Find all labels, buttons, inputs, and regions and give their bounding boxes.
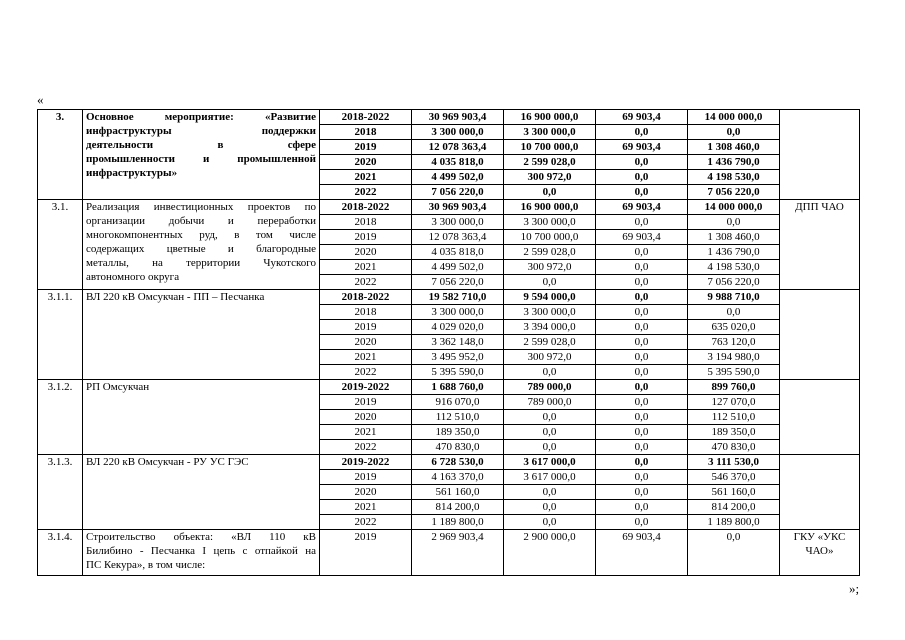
description-line: инфраструктуры» — [86, 167, 178, 179]
cell-c2: 0,0 — [596, 365, 688, 380]
cell-year: 2019 — [320, 230, 412, 245]
row-index: 3.1.3. — [38, 455, 83, 530]
description-line: ВЛ 220 кВ Омсукчан - РУ УС ГЭС — [86, 456, 249, 468]
cell-total: 30 969 903,4 — [412, 110, 504, 125]
cell-c2: 0,0 — [596, 410, 688, 425]
cell-total: 3 300 000,0 — [412, 305, 504, 320]
cell-c3: 0,0 — [688, 530, 780, 576]
responsible-executor — [780, 455, 860, 530]
cell-c1: 0,0 — [504, 410, 596, 425]
cell-year: 2019-2022 — [320, 455, 412, 470]
cell-c3: 0,0 — [688, 125, 780, 140]
cell-c2: 69 903,4 — [596, 230, 688, 245]
cell-year: 2022 — [320, 275, 412, 290]
cell-c3: 763 120,0 — [688, 335, 780, 350]
table-row — [38, 290, 860, 305]
cell-year: 2019 — [320, 470, 412, 485]
description-line: промышленности и промышленной — [86, 153, 316, 165]
cell-c1: 16 900 000,0 — [504, 110, 596, 125]
cell-c1: 2 900 000,0 — [504, 530, 596, 576]
table-row — [38, 110, 860, 125]
cell-c2: 0,0 — [596, 455, 688, 470]
cell-c3: 4 198 530,0 — [688, 170, 780, 185]
cell-total: 112 510,0 — [412, 410, 504, 425]
cell-c2: 0,0 — [596, 305, 688, 320]
cell-c2: 0,0 — [596, 350, 688, 365]
cell-total: 7 056 220,0 — [412, 275, 504, 290]
description-line: металлы, на территории Чукотского — [86, 257, 316, 269]
cell-c1: 789 000,0 — [504, 380, 596, 395]
cell-c3: 1 436 790,0 — [688, 245, 780, 260]
cell-total: 561 160,0 — [412, 485, 504, 500]
cell-c3: 546 370,0 — [688, 470, 780, 485]
cell-c2: 0,0 — [596, 515, 688, 530]
cell-total: 19 582 710,0 — [412, 290, 504, 305]
cell-c2: 0,0 — [596, 290, 688, 305]
cell-year: 2022 — [320, 185, 412, 200]
cell-year: 2018-2022 — [320, 290, 412, 305]
cell-c2: 0,0 — [596, 440, 688, 455]
cell-total: 6 728 530,0 — [412, 455, 504, 470]
cell-c1: 0,0 — [504, 485, 596, 500]
cell-c2: 0,0 — [596, 170, 688, 185]
row-index: 3.1.2. — [38, 380, 83, 455]
cell-year: 2018 — [320, 125, 412, 140]
responsible-executor — [780, 110, 860, 200]
cell-c2: 0,0 — [596, 320, 688, 335]
cell-total: 470 830,0 — [412, 440, 504, 455]
cell-c1: 789 000,0 — [504, 395, 596, 410]
cell-total: 5 395 590,0 — [412, 365, 504, 380]
row-index: 3.1. — [38, 200, 83, 290]
opening-quote: « — [37, 92, 44, 107]
cell-total: 4 163 370,0 — [412, 470, 504, 485]
cell-c2: 0,0 — [596, 125, 688, 140]
cell-c3: 112 510,0 — [688, 410, 780, 425]
cell-year: 2020 — [320, 485, 412, 500]
cell-c1: 0,0 — [504, 425, 596, 440]
cell-c1: 0,0 — [504, 440, 596, 455]
cell-year: 2021 — [320, 500, 412, 515]
cell-c3: 7 056 220,0 — [688, 275, 780, 290]
row-description — [83, 455, 320, 530]
cell-c1: 3 300 000,0 — [504, 215, 596, 230]
cell-c3: 127 070,0 — [688, 395, 780, 410]
cell-c2: 0,0 — [596, 215, 688, 230]
cell-total: 916 070,0 — [412, 395, 504, 410]
cell-c2: 0,0 — [596, 470, 688, 485]
cell-year: 2020 — [320, 410, 412, 425]
cell-year: 2021 — [320, 260, 412, 275]
description-line: многокомпонентных руд, в том числе — [86, 229, 316, 241]
table-row — [38, 380, 860, 395]
table-row — [38, 455, 860, 470]
responsible-executor: ГКУ «УКС ЧАО» — [780, 530, 860, 576]
cell-c2: 0,0 — [596, 425, 688, 440]
cell-total: 3 495 952,0 — [412, 350, 504, 365]
cell-c3: 561 160,0 — [688, 485, 780, 500]
cell-year: 2020 — [320, 335, 412, 350]
description-line: организации добычи и переработки — [86, 215, 316, 227]
cell-c1: 0,0 — [504, 500, 596, 515]
row-description — [83, 290, 320, 380]
cell-year: 2019-2022 — [320, 380, 412, 395]
cell-c1: 3 300 000,0 — [504, 125, 596, 140]
description-line: содержащих цветные и благородные — [86, 243, 316, 255]
row-index: 3. — [38, 110, 83, 200]
cell-c1: 300 972,0 — [504, 350, 596, 365]
cell-year: 2020 — [320, 155, 412, 170]
cell-c3: 1 189 800,0 — [688, 515, 780, 530]
cell-c3: 1 436 790,0 — [688, 155, 780, 170]
closing-quote: »; — [849, 581, 860, 596]
cell-c1: 2 599 028,0 — [504, 335, 596, 350]
cell-c1: 3 394 000,0 — [504, 320, 596, 335]
cell-year: 2019 — [320, 140, 412, 155]
table-body — [38, 110, 860, 576]
cell-c3: 635 020,0 — [688, 320, 780, 335]
cell-c1: 10 700 000,0 — [504, 140, 596, 155]
cell-c1: 0,0 — [504, 515, 596, 530]
cell-c1: 2 599 028,0 — [504, 155, 596, 170]
cell-year: 2020 — [320, 245, 412, 260]
cell-c2: 0,0 — [596, 185, 688, 200]
cell-total: 2 969 903,4 — [412, 530, 504, 576]
cell-c3: 0,0 — [688, 305, 780, 320]
cell-c3: 3 111 530,0 — [688, 455, 780, 470]
cell-c2: 0,0 — [596, 485, 688, 500]
cell-year: 2019 — [320, 395, 412, 410]
cell-c3: 7 056 220,0 — [688, 185, 780, 200]
row-index: 3.1.1. — [38, 290, 83, 380]
row-description — [83, 110, 320, 200]
description-line: ВЛ 220 кВ Омсукчан - ПП – Песчанка — [86, 291, 265, 303]
cell-c3: 3 194 980,0 — [688, 350, 780, 365]
cell-c2: 0,0 — [596, 395, 688, 410]
cell-c1: 3 300 000,0 — [504, 305, 596, 320]
description-line: ПС Кекура», в том числе: — [86, 559, 206, 571]
cell-total: 1 189 800,0 — [412, 515, 504, 530]
cell-c1: 300 972,0 — [504, 260, 596, 275]
cell-c3: 4 198 530,0 — [688, 260, 780, 275]
cell-total: 12 078 363,4 — [412, 140, 504, 155]
cell-c2: 0,0 — [596, 275, 688, 290]
cell-c1: 3 617 000,0 — [504, 455, 596, 470]
cell-total: 4 499 502,0 — [412, 170, 504, 185]
description-line: РП Омсукчан — [86, 381, 150, 393]
cell-c3: 0,0 — [688, 215, 780, 230]
cell-c2: 0,0 — [596, 155, 688, 170]
cell-year: 2018-2022 — [320, 200, 412, 215]
cell-c2: 69 903,4 — [596, 140, 688, 155]
cell-total: 3 362 148,0 — [412, 335, 504, 350]
cell-c2: 0,0 — [596, 380, 688, 395]
cell-year: 2018 — [320, 215, 412, 230]
cell-year: 2018-2022 — [320, 110, 412, 125]
cell-year: 2019 — [320, 530, 412, 576]
cell-c2: 0,0 — [596, 500, 688, 515]
cell-c1: 0,0 — [504, 185, 596, 200]
cell-year: 2021 — [320, 170, 412, 185]
row-index: 3.1.4. — [38, 530, 83, 576]
cell-c1: 2 599 028,0 — [504, 245, 596, 260]
table-row — [38, 200, 860, 215]
cell-total: 4 035 818,0 — [412, 155, 504, 170]
cell-c2: 69 903,4 — [596, 110, 688, 125]
cell-total: 3 300 000,0 — [412, 215, 504, 230]
row-description — [83, 530, 320, 576]
description-line: Билибино - Песчанка I цепь с отпайкой на — [86, 545, 316, 557]
cell-c3: 5 395 590,0 — [688, 365, 780, 380]
description-line: Строительство объекта: «ВЛ 110 кВ — [86, 531, 316, 543]
cell-c2: 0,0 — [596, 335, 688, 350]
cell-total: 12 078 363,4 — [412, 230, 504, 245]
cell-c3: 814 200,0 — [688, 500, 780, 515]
cell-total: 814 200,0 — [412, 500, 504, 515]
cell-c2: 69 903,4 — [596, 200, 688, 215]
cell-c3: 14 000 000,0 — [688, 110, 780, 125]
description-line: инфраструктуры поддержки — [86, 125, 316, 137]
row-description — [83, 200, 320, 290]
budget-table — [37, 109, 860, 576]
cell-year: 2021 — [320, 425, 412, 440]
cell-total: 1 688 760,0 — [412, 380, 504, 395]
cell-c1: 16 900 000,0 — [504, 200, 596, 215]
responsible-executor — [780, 380, 860, 455]
cell-total: 4 029 020,0 — [412, 320, 504, 335]
cell-total: 4 035 818,0 — [412, 245, 504, 260]
cell-year: 2022 — [320, 515, 412, 530]
cell-year: 2022 — [320, 440, 412, 455]
cell-c1: 300 972,0 — [504, 170, 596, 185]
description-line: автономного округа — [86, 271, 180, 283]
cell-total: 7 056 220,0 — [412, 185, 504, 200]
table-row — [38, 530, 860, 576]
cell-c1: 3 617 000,0 — [504, 470, 596, 485]
cell-total: 4 499 502,0 — [412, 260, 504, 275]
cell-total: 30 969 903,4 — [412, 200, 504, 215]
cell-total: 3 300 000,0 — [412, 125, 504, 140]
cell-c1: 9 594 000,0 — [504, 290, 596, 305]
cell-year: 2018 — [320, 305, 412, 320]
cell-c3: 1 308 460,0 — [688, 230, 780, 245]
description-line: деятельности в сфере — [86, 139, 316, 151]
cell-c1: 10 700 000,0 — [504, 230, 596, 245]
cell-c3: 470 830,0 — [688, 440, 780, 455]
cell-c3: 1 308 460,0 — [688, 140, 780, 155]
cell-c3: 14 000 000,0 — [688, 200, 780, 215]
row-description — [83, 380, 320, 455]
cell-c2: 0,0 — [596, 260, 688, 275]
cell-year: 2019 — [320, 320, 412, 335]
cell-c3: 189 350,0 — [688, 425, 780, 440]
cell-c2: 69 903,4 — [596, 530, 688, 576]
cell-c1: 0,0 — [504, 275, 596, 290]
cell-year: 2021 — [320, 350, 412, 365]
description-line: Реализация инвестиционных проектов по — [86, 201, 316, 213]
cell-year: 2022 — [320, 365, 412, 380]
cell-c1: 0,0 — [504, 365, 596, 380]
responsible-executor — [780, 290, 860, 380]
responsible-executor: ДПП ЧАО — [780, 200, 860, 290]
cell-c2: 0,0 — [596, 245, 688, 260]
cell-total: 189 350,0 — [412, 425, 504, 440]
description-line: Основное мероприятие: «Развитие — [86, 111, 316, 123]
cell-c3: 9 988 710,0 — [688, 290, 780, 305]
cell-c3: 899 760,0 — [688, 380, 780, 395]
